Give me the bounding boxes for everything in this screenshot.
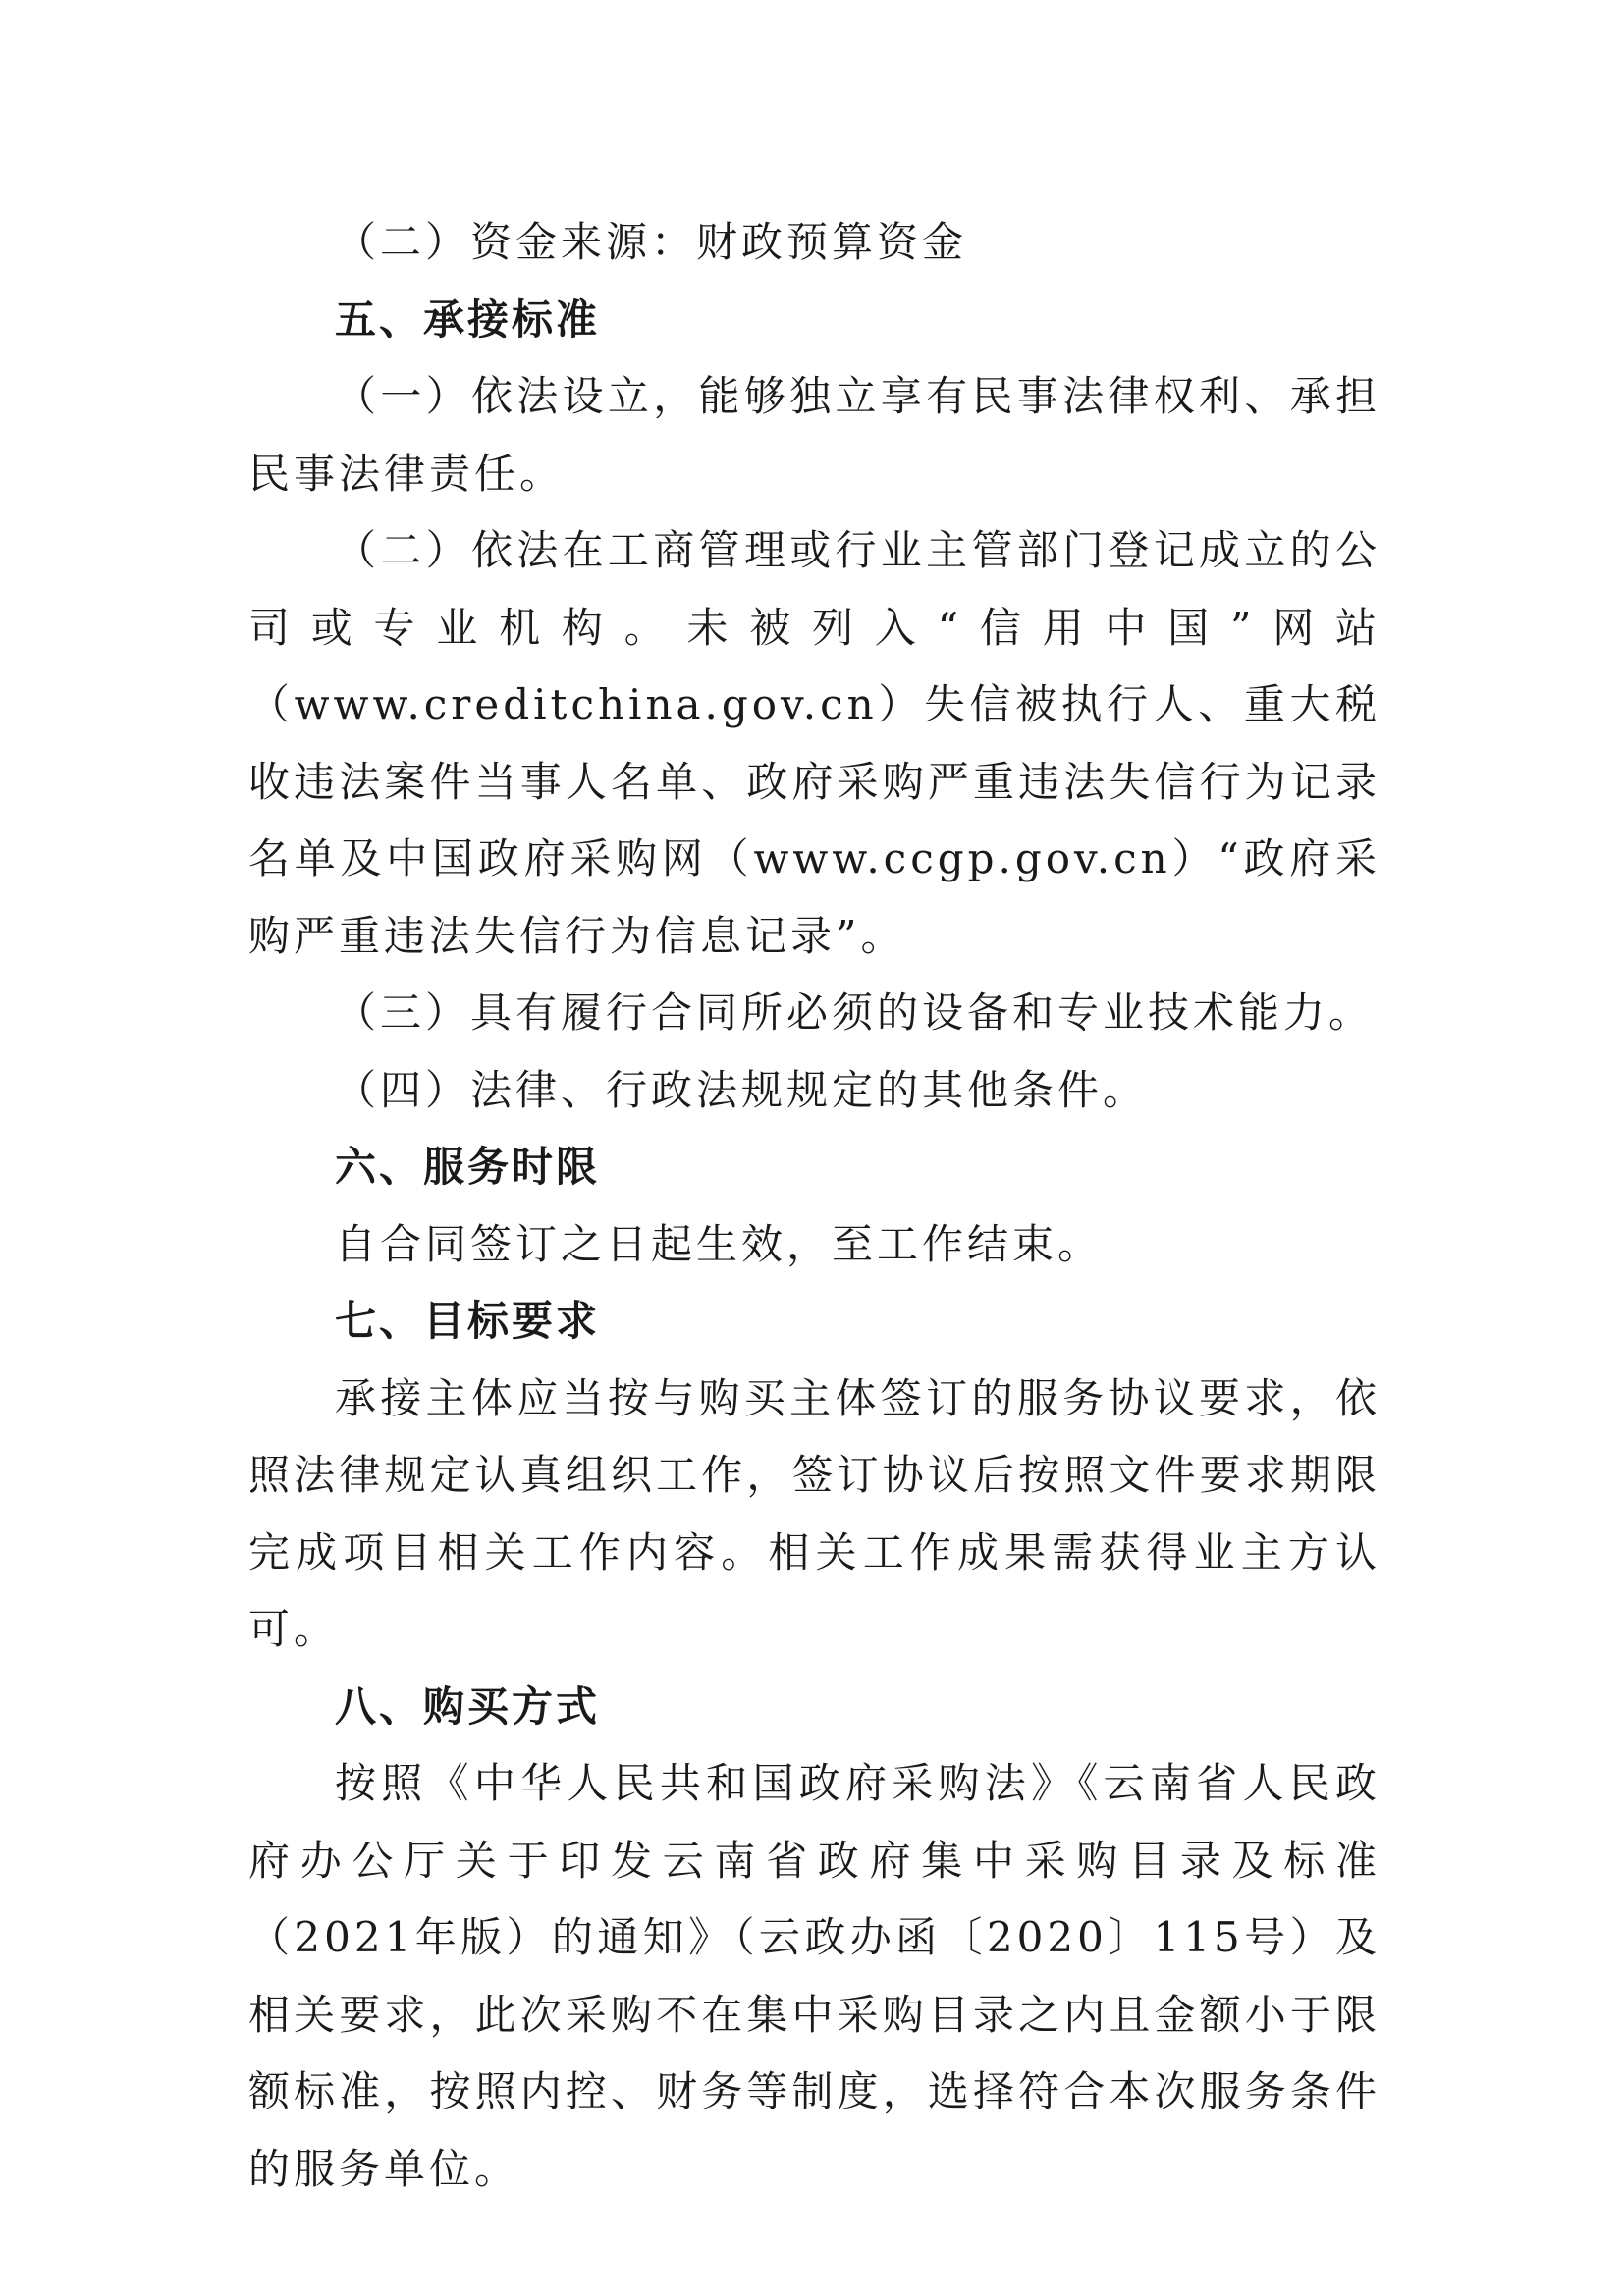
section-heading-7: 七、目标要求 xyxy=(335,1297,601,1345)
document-body xyxy=(248,204,1380,2208)
purchase-method-paragraph: 按照《中华人民共和国政府采购法》《云南省人民政府办公厅关于印发云南省政府集中采购目录及标准（2021年版）的通知》（云政办函〔2020〕115号）及相关要求，此次采购不在集中采购目录之内且金额小于限额标准，按照内控、财务等制度，选择符合本次服务条件的服务单位。 xyxy=(248,1759,1380,2193)
section-heading-5: 五、承接标准 xyxy=(335,294,601,344)
section-heading-6: 六、服务时限 xyxy=(335,1143,601,1191)
criteria-item-1: （一）依法设立，能够独立享有民事法律权利、承担民事法律责任。 xyxy=(248,372,1380,498)
criteria-item-2: （二）依法在工商管理或行业主管部门登记成立的公司或专业机构。未被列入“信用中国”网站（www.creditchina.gov.cn）失信被执行人、重大税收违法案件当事人名单、政府采购严重违法失信行为记录名单及中国政府采购网（www.ccgp.gov.cn）“政府采购严重违法失信行为信息记录”。 xyxy=(248,526,1380,960)
target-requirements-paragraph: 承接主体应当按与购买主体签订的服务协议要求，依照法律规定认真组织工作，签订协议后按照文件要求期限完成项目相关工作内容。相关工作成果需获得业主方认可。 xyxy=(248,1373,1380,1653)
criteria-item-3: （三）具有履行合同所必须的设备和专业技术能力。 xyxy=(335,988,1375,1037)
service-period-paragraph: 自合同签订之日起生效，至工作结束。 xyxy=(335,1219,1104,1268)
funding-source-paragraph: （二）资金来源：财政预算资金 xyxy=(335,218,968,266)
section-heading-8: 八、购买方式 xyxy=(335,1682,601,1731)
criteria-item-4: （四）法律、行政法规规定的其他条件。 xyxy=(335,1065,1149,1114)
